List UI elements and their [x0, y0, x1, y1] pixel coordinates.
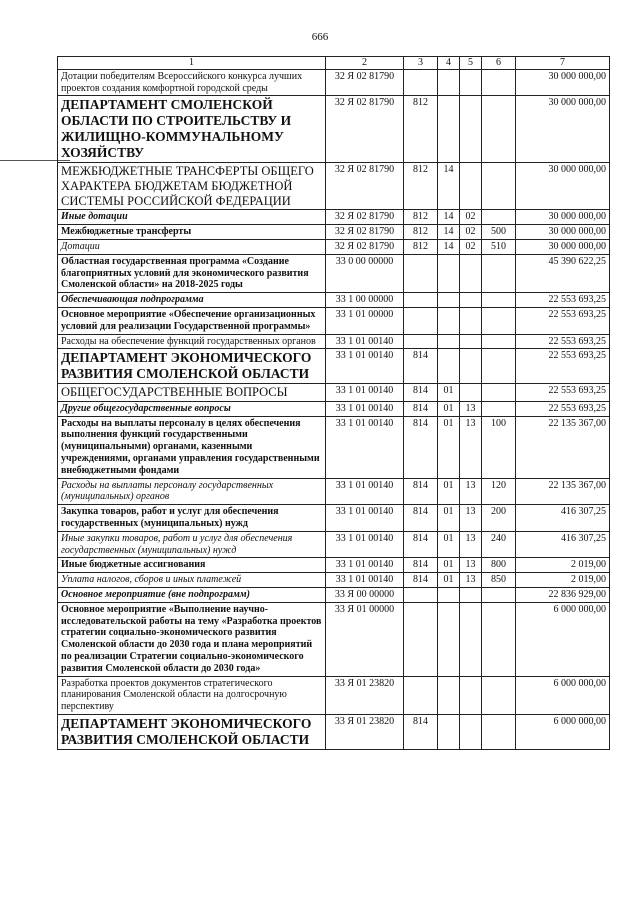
row-code: 33 1 01 00140 — [326, 384, 404, 402]
row-name: Иные дотации — [58, 210, 326, 225]
row-name: Обеспечивающая подпрограмма — [58, 293, 326, 308]
row-ministry: 812 — [404, 239, 438, 254]
row-name: Областная государственная программа «Создание благоприятных условий для экономического развития Смоленской области» на 2018-2025 годы — [58, 254, 326, 292]
row-expense-type: 510 — [482, 239, 516, 254]
row-name: Разработка проектов документов стратегического планирования Смоленской области на долгосрочную перспективу — [58, 676, 326, 714]
row-ministry — [404, 334, 438, 349]
row-amount: 22 135 367,00 — [516, 478, 610, 505]
row-section — [438, 715, 460, 750]
column-header: 7 — [516, 57, 610, 70]
row-ministry — [404, 254, 438, 292]
row-subsection: 13 — [460, 573, 482, 588]
row-section — [438, 349, 460, 384]
row-name: Закупка товаров, работ и услуг для обеспечения государственных (муниципальных) нужд — [58, 505, 326, 532]
row-amount: 416 307,25 — [516, 531, 610, 558]
row-expense-type — [482, 588, 516, 603]
table-row — [58, 531, 610, 558]
budget-table-body — [58, 57, 610, 750]
row-name: ДЕПАРТАМЕНТ ЭКОНОМИЧЕСКОГО РАЗВИТИЯ СМОЛЕНСКОЙ ОБЛАСТИ — [58, 715, 326, 750]
row-ministry: 814 — [404, 384, 438, 402]
row-ministry: 814 — [404, 531, 438, 558]
column-header: 3 — [404, 57, 438, 70]
table-row — [58, 478, 610, 505]
table-row — [58, 293, 610, 308]
row-ministry: 814 — [404, 573, 438, 588]
row-amount: 22 553 693,25 — [516, 293, 610, 308]
row-ministry: 814 — [404, 349, 438, 384]
row-amount: 30 000 000,00 — [516, 69, 610, 96]
row-name: Иные закупки товаров, работ и услуг для обеспечения государственных (муниципальных) нужд — [58, 531, 326, 558]
table-row — [58, 505, 610, 532]
row-name: Расходы на выплаты персоналу государственных (муниципальных) органов — [58, 478, 326, 505]
row-code: 32 Я 02 81790 — [326, 225, 404, 240]
table-row — [58, 401, 610, 416]
row-amount: 22 553 693,25 — [516, 307, 610, 334]
table-row — [58, 602, 610, 676]
column-header: 4 — [438, 57, 460, 70]
row-section: 14 — [438, 163, 460, 210]
row-subsection — [460, 163, 482, 210]
row-section: 01 — [438, 478, 460, 505]
row-amount: 22 135 367,00 — [516, 416, 610, 478]
row-subsection — [460, 307, 482, 334]
row-section: 01 — [438, 416, 460, 478]
row-expense-type — [482, 96, 516, 163]
row-amount: 30 000 000,00 — [516, 210, 610, 225]
row-ministry: 812 — [404, 96, 438, 163]
row-section — [438, 676, 460, 714]
table-row — [58, 225, 610, 240]
row-code: 33 Я 01 00000 — [326, 602, 404, 676]
row-ministry: 814 — [404, 505, 438, 532]
row-subsection — [460, 334, 482, 349]
row-name: Основное мероприятие «Обеспечение организационных условий для реализации Государственной программы» — [58, 307, 326, 334]
table-row — [58, 69, 610, 96]
row-expense-type — [482, 254, 516, 292]
row-subsection: 02 — [460, 239, 482, 254]
row-section — [438, 254, 460, 292]
row-amount: 30 000 000,00 — [516, 239, 610, 254]
row-subsection: 13 — [460, 416, 482, 478]
row-name: Межбюджетные трансферты — [58, 225, 326, 240]
column-header: 1 — [58, 57, 326, 70]
row-expense-type: 100 — [482, 416, 516, 478]
row-expense-type: 120 — [482, 478, 516, 505]
row-subsection — [460, 602, 482, 676]
row-subsection — [460, 384, 482, 402]
row-amount: 22 553 693,25 — [516, 349, 610, 384]
row-name: Дотации победителям Всероссийского конкурса лучших проектов создания комфортной городской среды — [58, 69, 326, 96]
row-subsection — [460, 676, 482, 714]
row-subsection — [460, 69, 482, 96]
row-expense-type: 850 — [482, 573, 516, 588]
row-code: 32 Я 02 81790 — [326, 96, 404, 163]
row-ministry — [404, 293, 438, 308]
row-expense-type: 240 — [482, 531, 516, 558]
row-section: 01 — [438, 531, 460, 558]
row-code: 32 Я 02 81790 — [326, 239, 404, 254]
row-expense-type — [482, 210, 516, 225]
row-subsection: 13 — [460, 558, 482, 573]
table-row — [58, 349, 610, 384]
row-code: 33 1 01 00140 — [326, 558, 404, 573]
row-section — [438, 602, 460, 676]
row-ministry: 814 — [404, 478, 438, 505]
row-code: 33 1 01 00140 — [326, 334, 404, 349]
row-expense-type: 500 — [482, 225, 516, 240]
row-subsection — [460, 254, 482, 292]
row-section: 01 — [438, 573, 460, 588]
row-expense-type — [482, 69, 516, 96]
row-name: ДЕПАРТАМЕНТ СМОЛЕНСКОЙ ОБЛАСТИ ПО СТРОИТЕЛЬСТВУ И ЖИЛИЩНО-КОММУНАЛЬНОМУ ХОЗЯЙСТВУ — [58, 96, 326, 163]
row-name: Уплата налогов, сборов и иных платежей — [58, 573, 326, 588]
row-code: 33 Я 00 00000 — [326, 588, 404, 603]
row-amount: 45 390 622,25 — [516, 254, 610, 292]
row-amount: 22 553 693,25 — [516, 334, 610, 349]
row-amount: 30 000 000,00 — [516, 163, 610, 210]
row-name: Другие общегосударственные вопросы — [58, 401, 326, 416]
table-row — [58, 307, 610, 334]
row-name: Дотации — [58, 239, 326, 254]
row-section — [438, 588, 460, 603]
row-section: 01 — [438, 384, 460, 402]
row-code: 33 1 01 00140 — [326, 401, 404, 416]
row-amount: 30 000 000,00 — [516, 225, 610, 240]
row-ministry — [404, 588, 438, 603]
row-ministry: 812 — [404, 163, 438, 210]
row-code: 33 0 00 00000 — [326, 254, 404, 292]
row-section: 01 — [438, 505, 460, 532]
row-code: 33 1 01 00140 — [326, 349, 404, 384]
table-row — [58, 558, 610, 573]
row-code: 33 1 01 00140 — [326, 478, 404, 505]
table-header-row — [58, 57, 610, 70]
row-section — [438, 293, 460, 308]
row-subsection: 13 — [460, 478, 482, 505]
row-section — [438, 96, 460, 163]
row-code: 33 1 01 00140 — [326, 573, 404, 588]
table-row — [58, 96, 610, 163]
row-expense-type — [482, 334, 516, 349]
row-subsection — [460, 715, 482, 750]
row-ministry — [404, 602, 438, 676]
row-amount: 22 836 929,00 — [516, 588, 610, 603]
row-code: 33 1 01 00140 — [326, 531, 404, 558]
row-code: 33 1 01 00000 — [326, 307, 404, 334]
row-ministry: 812 — [404, 210, 438, 225]
row-name: Основное мероприятие (вне подпрограмм) — [58, 588, 326, 603]
row-code: 33 Я 01 23820 — [326, 715, 404, 750]
row-expense-type: 800 — [482, 558, 516, 573]
row-ministry — [404, 307, 438, 334]
row-section — [438, 334, 460, 349]
row-expense-type — [482, 307, 516, 334]
row-expense-type — [482, 293, 516, 308]
row-amount: 416 307,25 — [516, 505, 610, 532]
row-name: ДЕПАРТАМЕНТ ЭКОНОМИЧЕСКОГО РАЗВИТИЯ СМОЛЕНСКОЙ ОБЛАСТИ — [58, 349, 326, 384]
row-section: 01 — [438, 558, 460, 573]
row-name: ОБЩЕГОСУДАРСТВЕННЫЕ ВОПРОСЫ — [58, 384, 326, 402]
row-name: Расходы на обеспечение функций государственных органов — [58, 334, 326, 349]
row-section — [438, 307, 460, 334]
row-expense-type — [482, 384, 516, 402]
table-row — [58, 416, 610, 478]
page-number: 666 — [311, 31, 329, 43]
row-expense-type: 200 — [482, 505, 516, 532]
row-subsection: 13 — [460, 401, 482, 416]
row-ministry: 812 — [404, 225, 438, 240]
row-expense-type — [482, 602, 516, 676]
row-section: 01 — [438, 401, 460, 416]
row-subsection: 02 — [460, 225, 482, 240]
row-amount: 22 553 693,25 — [516, 401, 610, 416]
row-section: 14 — [438, 239, 460, 254]
column-header: 5 — [460, 57, 482, 70]
row-name: Основное мероприятие «Выполнение научно-исследовательской работы на тему «Разработка проектов стратегии социально-экономического развития Смоленской области до 2030 года и плана мероприятий по реализации Стратегии социально-экономического развития Смоленской области до 2030 года» — [58, 602, 326, 676]
row-subsection — [460, 293, 482, 308]
column-header: 6 — [482, 57, 516, 70]
row-amount: 30 000 000,00 — [516, 96, 610, 163]
row-amount: 2 019,00 — [516, 573, 610, 588]
row-amount: 2 019,00 — [516, 558, 610, 573]
row-ministry: 814 — [404, 401, 438, 416]
row-ministry: 814 — [404, 416, 438, 478]
table-row — [58, 254, 610, 292]
row-code: 32 Я 02 81790 — [326, 163, 404, 210]
row-section: 14 — [438, 210, 460, 225]
budget-table — [57, 56, 610, 750]
row-subsection — [460, 96, 482, 163]
table-row — [58, 676, 610, 714]
row-code: 32 Я 02 81790 — [326, 69, 404, 96]
row-amount: 6 000 000,00 — [516, 715, 610, 750]
table-row — [58, 163, 610, 210]
row-subsection: 13 — [460, 531, 482, 558]
row-name: Расходы на выплаты персоналу в целях обеспечения выполнения функций государственными (муниципальными) органами, казенными учреждениями, органами управления государственными внебюджетными фондами — [58, 416, 326, 478]
row-code: 33 1 01 00140 — [326, 416, 404, 478]
row-ministry — [404, 69, 438, 96]
row-expense-type — [482, 715, 516, 750]
row-expense-type — [482, 401, 516, 416]
row-expense-type — [482, 676, 516, 714]
row-subsection — [460, 588, 482, 603]
table-row — [58, 210, 610, 225]
row-section: 14 — [438, 225, 460, 240]
table-row — [58, 239, 610, 254]
row-expense-type — [482, 163, 516, 210]
row-code: 33 Я 01 23820 — [326, 676, 404, 714]
row-name: Иные бюджетные ассигнования — [58, 558, 326, 573]
row-code: 33 1 00 00000 — [326, 293, 404, 308]
table-row — [58, 384, 610, 402]
row-ministry: 814 — [404, 558, 438, 573]
table-row — [58, 573, 610, 588]
row-subsection — [460, 349, 482, 384]
table-row — [58, 588, 610, 603]
row-amount: 6 000 000,00 — [516, 676, 610, 714]
row-code: 33 1 01 00140 — [326, 505, 404, 532]
row-amount: 6 000 000,00 — [516, 602, 610, 676]
column-header: 2 — [326, 57, 404, 70]
row-amount: 22 553 693,25 — [516, 384, 610, 402]
row-section — [438, 69, 460, 96]
table-row — [58, 334, 610, 349]
row-code: 32 Я 02 81790 — [326, 210, 404, 225]
row-ministry: 814 — [404, 715, 438, 750]
row-subsection: 13 — [460, 505, 482, 532]
row-subsection: 02 — [460, 210, 482, 225]
row-name: МЕЖБЮДЖЕТНЫЕ ТРАНСФЕРТЫ ОБЩЕГО ХАРАКТЕРА БЮДЖЕТАМ БЮДЖЕТНОЙ СИСТЕМЫ РОССИЙСКОЙ ФЕДЕРАЦИИ — [58, 163, 326, 210]
row-expense-type — [482, 349, 516, 384]
table-row — [58, 715, 610, 750]
row-ministry — [404, 676, 438, 714]
